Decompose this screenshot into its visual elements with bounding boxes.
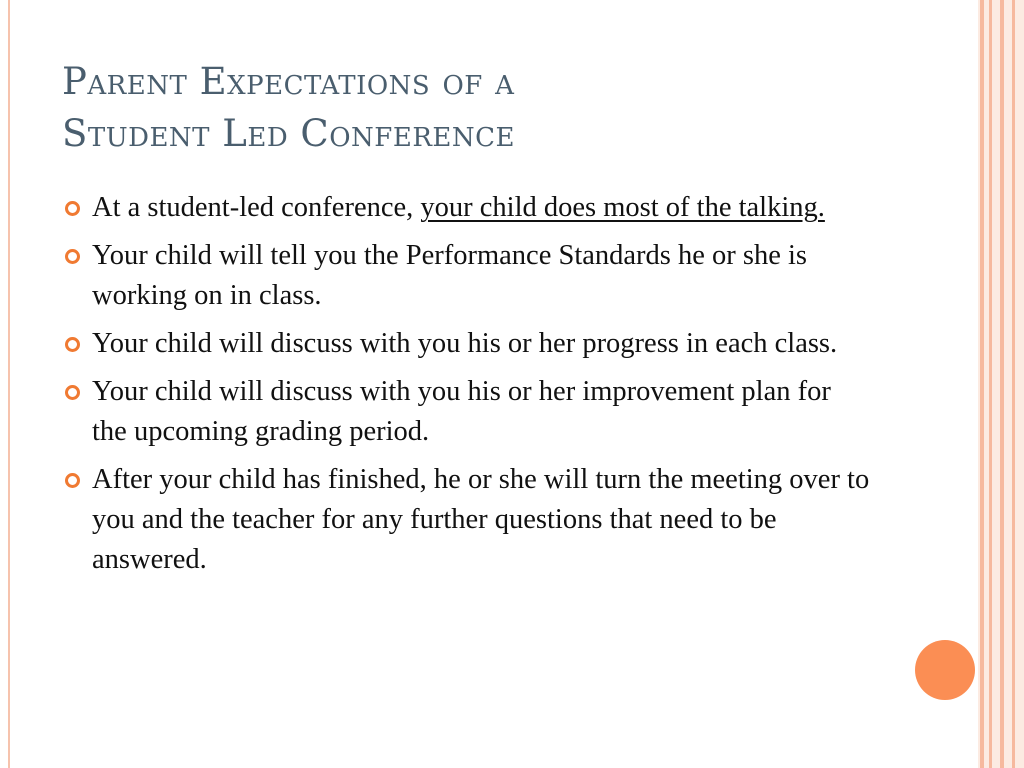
slide-title [62,56,942,160]
bullet-item [62,324,872,364]
bullet-item [62,236,872,316]
right-stripe [980,0,984,768]
bullet-emphasis-text: your child does most of the talking. [420,192,825,223]
bullet-text: Your child will tell you the Performance Standards he or she is working on in class. [92,240,808,311]
slide-title-line: Student Led Conference [62,112,516,155]
hollow-circle-bullet-icon [65,249,80,264]
hollow-circle-bullet-icon [65,385,80,400]
bullet-text: After your child has finished, he or she will turn the meeting over to you and the teacher for any further questions that need to be answered. [92,464,870,575]
hollow-circle-bullet-icon [65,201,80,216]
bullet-item [62,460,872,580]
bullet-text: Your child will discuss with you his or her improvement plan for the upcoming grading period. [92,376,831,447]
bullet-item [62,372,872,452]
hollow-circle-bullet-icon [65,473,80,488]
left-border-line [8,0,10,768]
right-stripe [989,0,992,768]
bullet-list [62,188,872,588]
right-stripe [1000,0,1004,768]
right-stripe [1012,0,1015,768]
bullet-text: At a student-led conference, [92,192,421,223]
orange-circle-icon [915,640,975,700]
slide-title-line: Parent Expectations of a [62,60,515,103]
hollow-circle-bullet-icon [65,337,80,352]
bullet-item [62,188,872,228]
bullet-text: Your child will discuss with you his or her progress in each class. [92,328,838,359]
